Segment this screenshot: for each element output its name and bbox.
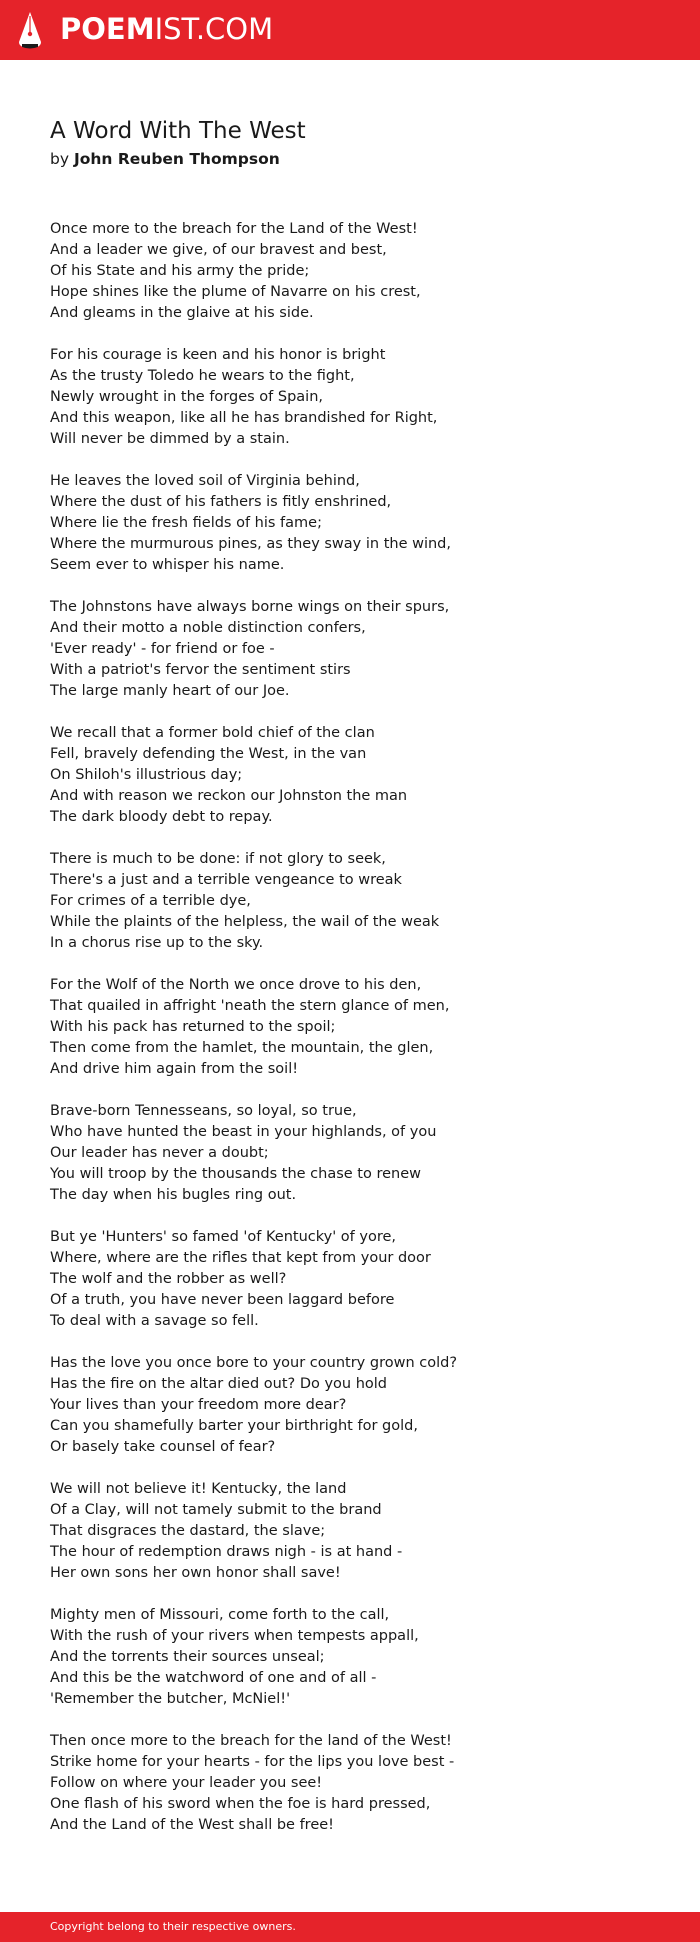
- poem-line: Of a truth, you have never been laggard before: [50, 1292, 395, 1308]
- poem-stanza: [50, 849, 650, 954]
- poem-line: You will troop by the thousands the chase to renew: [50, 1166, 422, 1182]
- poem-line: And this be the watchword of one and of all -: [50, 1670, 377, 1686]
- poem-line: Follow on where your leader you see!: [50, 1775, 323, 1791]
- logo-text-light: IST.COM: [154, 12, 274, 46]
- poem-stanza: [50, 219, 650, 324]
- poem-line: In a chorus rise up to the sky.: [50, 935, 264, 951]
- poem-line: 'Remember the butcher, McNiel!': [50, 1691, 291, 1707]
- poem-line: To deal with a savage so fell.: [50, 1313, 259, 1329]
- poem-line: And this weapon, like all he has brandished for Right,: [50, 410, 438, 426]
- poem-line: Fell, bravely defending the West, in the van: [50, 746, 367, 762]
- poem-line: Can you shamefully barter your birthright for gold,: [50, 1418, 418, 1434]
- poem-line: And drive him again from the soil!: [50, 1061, 299, 1077]
- poem-line: For his courage is keen and his honor is bright: [50, 347, 386, 363]
- poem-line: Will never be dimmed by a stain.: [50, 431, 290, 447]
- poem-line: 'Ever ready' - for friend or foe -: [50, 641, 275, 657]
- poem-line: Of a Clay, will not tamely submit to the brand: [50, 1502, 382, 1518]
- poem-line: Our leader has never a doubt;: [50, 1145, 269, 1161]
- poem-stanza: [50, 597, 650, 702]
- poem-line: Mighty men of Missouri, come forth to the call,: [50, 1607, 390, 1623]
- poem-line: Where, where are the rifles that kept from your door: [50, 1250, 431, 1266]
- logo-text-bold: POEM: [60, 12, 155, 46]
- poem-stanza: [50, 1101, 650, 1206]
- poem-line: And a leader we give, of our bravest and best,: [50, 242, 387, 258]
- poem-line: Newly wrought in the forges of Spain,: [50, 389, 324, 405]
- poem-line: The Johnstons have always borne wings on their spurs,: [50, 599, 450, 615]
- poem-stanza: [50, 1353, 650, 1458]
- poem-line: Then come from the hamlet, the mountain, the glen,: [50, 1040, 434, 1056]
- poem-line: And with reason we reckon our Johnston the man: [50, 788, 408, 804]
- poem-line: With his pack has returned to the spoil;: [50, 1019, 336, 1035]
- poem-line: Where the dust of his fathers is fitly enshrined,: [50, 494, 392, 510]
- poem-stanza: [50, 1227, 650, 1332]
- poem-author: John Reuben Thompson: [73, 150, 280, 168]
- site-footer: [0, 1912, 700, 1942]
- poem-line: And gleams in the glaive at his side.: [50, 305, 314, 321]
- poem-line: Brave-born Tennesseans, so loyal, so true,: [50, 1103, 357, 1119]
- poem-stanza: [50, 471, 650, 576]
- poem-line: Seem ever to whisper his name.: [50, 557, 285, 573]
- site-header: [0, 0, 700, 60]
- poem-byline: [50, 149, 280, 169]
- poem-line: Or basely take counsel of fear?: [50, 1439, 276, 1455]
- poem-line: The day when his bugles ring out.: [50, 1187, 297, 1203]
- poem-line: Has the love you once bore to your country grown cold?: [50, 1355, 458, 1371]
- poem-line: One flash of his sword when the foe is hard pressed,: [50, 1796, 431, 1812]
- poem-line: The hour of redemption draws nigh - is at hand -: [50, 1544, 403, 1560]
- poem-line: While the plaints of the helpless, the wail of the weak: [50, 914, 440, 930]
- copyright-notice: Copyright belong to their respective owners.: [50, 1920, 296, 1933]
- poem-line: And their motto a noble distinction confers,: [50, 620, 366, 636]
- poem-line: For the Wolf of the North we once drove to his den,: [50, 977, 422, 993]
- poem-line: There is much to be done: if not glory to seek,: [50, 851, 386, 867]
- poem-line: Has the fire on the altar died out? Do you hold: [50, 1376, 388, 1392]
- poem-line: There's a just and a terrible vengeance to wreak: [50, 872, 402, 888]
- poem-line: We will not believe it! Kentucky, the land: [50, 1481, 347, 1497]
- poem-line: The wolf and the robber as well?: [50, 1271, 287, 1287]
- poem-line: And the Land of the West shall be free!: [50, 1817, 334, 1833]
- poem-line: Once more to the breach for the Land of the West!: [50, 221, 418, 237]
- poem-line: Of his State and his army the pride;: [50, 263, 310, 279]
- poem-body: [50, 219, 650, 1857]
- poem-line: With a patriot's fervor the sentiment stirs: [50, 662, 351, 678]
- poem-line: And the torrents their sources unseal;: [50, 1649, 325, 1665]
- pen-nib-icon[interactable]: [16, 10, 44, 52]
- poem-line: Her own sons her own honor shall save!: [50, 1565, 341, 1581]
- poem-line: He leaves the loved soil of Virginia behind,: [50, 473, 360, 489]
- poem-line: With the rush of your rivers when tempests appall,: [50, 1628, 419, 1644]
- poem-stanza: [50, 1605, 650, 1710]
- poem-stanza: [50, 723, 650, 828]
- poem-stanza: [50, 1479, 650, 1584]
- poem-line: Where lie the fresh fields of his fame;: [50, 515, 322, 531]
- poem-line: The large manly heart of our Joe.: [50, 683, 290, 699]
- poem-line: Where the murmurous pines, as they sway in the wind,: [50, 536, 451, 552]
- site-logo[interactable]: [60, 12, 273, 46]
- poem-title: A Word With The West: [50, 118, 306, 144]
- poem-line: Hope shines like the plume of Navarre on his crest,: [50, 284, 421, 300]
- poem-line: That disgraces the dastard, the slave;: [50, 1523, 326, 1539]
- byline-prefix: by: [50, 150, 70, 168]
- poem-line: As the trusty Toledo he wears to the fight,: [50, 368, 355, 384]
- poem-line: The dark bloody debt to repay.: [50, 809, 273, 825]
- poem-line: We recall that a former bold chief of the clan: [50, 725, 375, 741]
- poem-line: Your lives than your freedom more dear?: [50, 1397, 347, 1413]
- poem-line: Strike home for your hearts - for the lips you love best -: [50, 1754, 455, 1770]
- poem-line: That quailed in affright 'neath the stern glance of men,: [50, 998, 450, 1014]
- poem-stanza: [50, 975, 650, 1080]
- poem-stanza: [50, 1731, 650, 1836]
- poem-line: But ye 'Hunters' so famed 'of Kentucky' of yore,: [50, 1229, 396, 1245]
- poem-line: On Shiloh's illustrious day;: [50, 767, 243, 783]
- poem-line: Then once more to the breach for the land of the West!: [50, 1733, 452, 1749]
- poem-line: Who have hunted the beast in your highlands, of you: [50, 1124, 437, 1140]
- poem-line: For crimes of a terrible dye,: [50, 893, 251, 909]
- poem-stanza: [50, 345, 650, 450]
